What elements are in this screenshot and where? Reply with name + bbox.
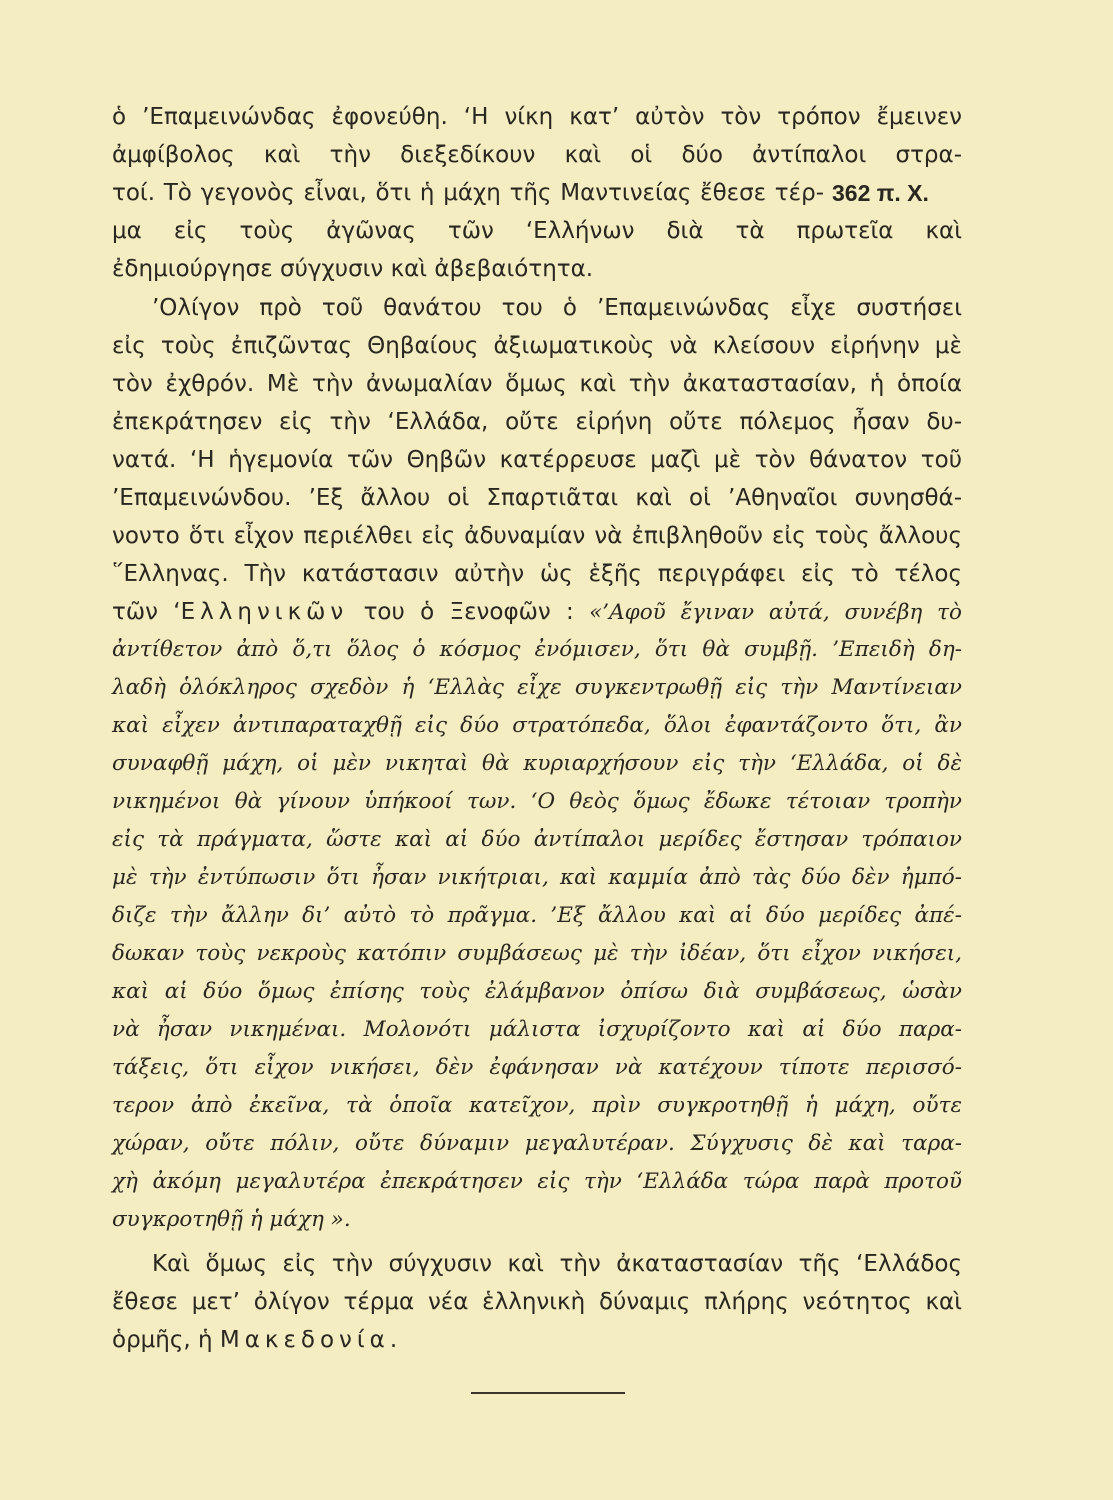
text-line-final [112, 1320, 962, 1360]
quote-line: συγκροτηθῇ ἡ μάχη ». [112, 1207, 351, 1232]
quote-line: εἰς τὰ πράγματα, ὥστε καὶ αἱ δύο ἀντίπαλοι μερίδες ἔστησαν τρόπαιον [112, 827, 962, 852]
text-segment: του ὁ Ξενοφῶν : [348, 599, 590, 625]
quote-line: νικημένοι θὰ γίνουν ὑπήκοοί των. ‘Ο θεὸς ὅμως ἔδωκε τέτοιαν τροπὴν [112, 789, 962, 814]
quote-line: καὶ αἱ δύο ὅμως ἐπίσης τοὺς ἐλάμβανον ὀπίσω διὰ συμβάσεως, ὡσὰν [112, 979, 962, 1004]
quote-line: μὲ τὴν ἐντύπωσιν ὅτι ἦσαν νικήτριαι, καὶ καμμία ἀπὸ τὰς δύο δὲν ἠμπό- [112, 865, 962, 890]
quote-line: λαδὴ ὁλόκληρος σχεδὸν ἡ ‘Ελλὰς εἶχε συγκεντρωθῇ εἰς τὴν Μαντίνειαν [112, 675, 962, 700]
quote-line: χώραν, οὔτε πόλιν, οὔτε δύναμιν μεγαλυτέραν. Σύγχυσις δὲ καὶ ταρα- [112, 1131, 962, 1156]
text-line: ἐπεκράτησεν εἰς τὴν ‘Ελλάδα, οὔτε εἰρήνη οὔτε πόλεμος ἦσαν δυ- [112, 409, 962, 435]
text-line: ’Ολίγον πρὸ τοῦ θανάτου του ὁ ’Επαμεινώνδας εἶχε συστήσει [152, 295, 962, 321]
text-line: ἀμφίβολος καὶ τὴν διεξεδίκουν καὶ οἱ δύο ἀντίπαλοι στρα- [112, 142, 962, 168]
quote-line: νὰ ἦσαν νικημέναι. Μολονότι μάλιστα ἰσχυρίζοντο καὶ αἱ δύο παρα- [112, 1017, 962, 1042]
text-line: ὁ ’Επαμεινώνδας ἐφονεύθη. ‘Η νίκη κατ’ αὐτὸν τὸν τρόπον ἔμεινεν [112, 104, 962, 130]
quote-line: καὶ εἶχεν ἀντιπαραταχθῇ εἰς δύο στρατόπεδα, ὅλοι ἐφαντάζοντο ὅτι, ἂν [112, 713, 962, 738]
text-line: ἐδημιούργησε σύγχυσιν καὶ ἀβεβαιότητα. [112, 256, 594, 282]
text-line: τὸν ἐχθρόν. Μὲ τὴν ἀνωμαλίαν ὅμως καὶ τὴν ἀκαταστασίαν, ἡ ὁποία [112, 371, 962, 397]
text-line: ῞Ελληνας. Τὴν κατάστασιν αὐτὴν ὡς ἑξῆς περιγράφει εἰς τὸ τέλος [112, 561, 962, 587]
text-line: ἔθεσε μετ’ ὀλίγον τέρμα νέα ἑλληνικὴ δύναμις πλήρης νεότητος καὶ [112, 1289, 962, 1315]
quote-line: χὴ ἀκόμη μεγαλυτέρα ἐπεκράτησεν εἰς τὴν ‘Ελλάδα τώρα παρὰ προτοῦ [112, 1169, 962, 1194]
text-line: Καὶ ὅμως εἰς τὴν σύγχυσιν καὶ τὴν ἀκαταστασίαν τῆς ‘Ελλάδος [152, 1251, 962, 1277]
quote-line: τάξεις, ὅτι εἶχον νικήσει, δὲν ἐφάνησαν νὰ κατέχουν τίποτε περισσό- [112, 1055, 962, 1080]
quote-line: τερον ἀπὸ ἐκεῖνα, τὰ ὁποῖα κατεῖχον, πρὶν συγκροτηθῇ ἡ μάχη, οὔτε [112, 1093, 962, 1118]
quotation-start: «’Αφοῦ ἔγιναν αὐτά, συνέβη τὸ [589, 600, 962, 625]
text-segment: . [389, 1327, 398, 1353]
text-line-xenophon [112, 592, 962, 632]
text-line: νατά. ‘Η ἡγεμονία τῶν Θηβῶν κατέρρευσε μαζὶ μὲ τὸν θάνατον τοῦ [112, 447, 962, 473]
text-line: εἰς τοὺς ἐπιζῶντας Θηβαίους ἀξιωματικοὺς νὰ κλείσουν εἰρήνην μὲ [112, 333, 962, 359]
text-line: ’Επαμεινώνδου. ’Εξ ἄλλου οἱ Σπαρτιᾶται καὶ οἱ ’Αθηναῖοι συνησθά- [112, 485, 962, 511]
margin-date-note: 362 π. Χ. [832, 180, 929, 206]
text-segment: τῶν ‘ [112, 599, 181, 625]
quote-line: διζε τὴν ἄλλην δι’ αὐτὸ τὸ πρᾶγμα. ’Εξ ἄλλου καὶ αἱ δύο μερίδες ἀπέ- [112, 903, 962, 928]
text-line: νοντο ὅτι εἶχον περιέλθει εἰς ἀδυναμίαν νὰ ἐπιβληθοῦν εἰς τοὺς ἄλλους [112, 523, 962, 549]
text-line: μα εἰς τοὺς ἀγῶνας τῶν ‘Ελλήνων διὰ τὰ πρωτεῖα καὶ [112, 218, 962, 244]
text-segment: ὁρμῆς, ἡ [112, 1327, 220, 1353]
section-divider [471, 1392, 625, 1394]
text-line: τοί. Τὸ γεγονὸς εἶναι, ὅτι ἡ μάχη τῆς Μαντινείας ἔθεσε τέρ- [112, 180, 824, 206]
quote-line: συναφθῇ μάχη, οἱ μὲν νικηταὶ θὰ κυριαρχήσουν εἰς τὴν ‘Ελλάδα, οἱ δὲ [112, 751, 962, 776]
spaced-word-macedonia: Μακεδονία [219, 1327, 390, 1353]
quote-line: δωκαν τοὺς νεκροὺς κατόπιν συμβάσεως μὲ τὴν ἰδέαν, ὅτι εἶχον νικήσει, [112, 941, 962, 966]
spaced-title-hellenika: Ελληνικῶν [180, 599, 349, 625]
quote-line: ἀντίθετον ἀπὸ ὅ,τι ὅλος ὁ κόσμος ἐνόμισεν, ὅτι θὰ συμβῇ. ’Επειδὴ δη- [112, 637, 962, 662]
